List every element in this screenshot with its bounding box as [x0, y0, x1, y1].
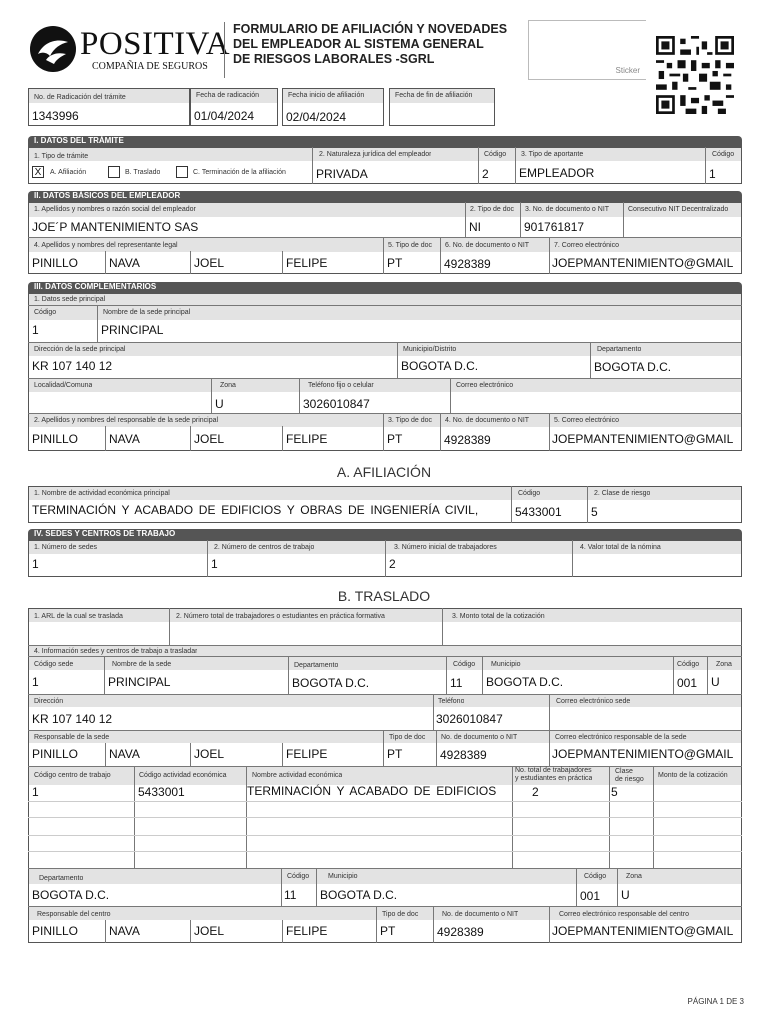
- cod-sede-label: Código sede: [34, 661, 74, 668]
- resp-doc-label: 4. No. de documento o NIT: [445, 417, 530, 424]
- actividad-label: 1. Nombre de actividad económica principal: [34, 490, 170, 497]
- form-title-line-3: DE RIESGOS LABORALES -SGRL: [233, 52, 435, 66]
- logo-emblem-icon: [28, 24, 78, 74]
- resp-email-label: 5. Correo electrónico: [554, 417, 619, 424]
- razon-social-value[interactable]: JOE´P MANTENIMIENTO SAS: [32, 220, 199, 234]
- clase-riesgo-label-2: de riesgo: [615, 776, 644, 783]
- bb-correo-label: Correo electrónico responsable del centro: [559, 911, 689, 918]
- bb-tipo-value[interactable]: PT: [380, 924, 396, 938]
- fecha-inicio-value[interactable]: 02/04/2024: [286, 110, 347, 124]
- num-centros-label: 2. Número de centros de trabajo: [214, 544, 315, 551]
- b-municipio-value[interactable]: BOGOTA D.C.: [486, 675, 564, 689]
- bb-tipo-label: Tipo de doc: [382, 911, 419, 918]
- aportante-codigo-label: Código: [712, 151, 735, 158]
- b-depto-cod-value[interactable]: 11: [450, 676, 463, 690]
- resp-apellido-2[interactable]: NAVA: [109, 432, 140, 446]
- opt-traslado-checkbox[interactable]: [108, 166, 120, 178]
- b-nombre-sede-value[interactable]: PRINCIPAL: [108, 675, 171, 689]
- datos-sede-label: 1. Datos sede principal: [34, 296, 106, 303]
- section-3-title: III. DATOS COMPLEMENTARIOS: [28, 282, 742, 293]
- bb-zona-value[interactable]: U: [621, 888, 630, 902]
- nombre-sede-label: Nombre de la sede: [112, 661, 172, 668]
- resp-email-value[interactable]: JOEPMANTENIMIENTO@GMAIL: [552, 432, 734, 446]
- b-cod-sede-value[interactable]: 1: [32, 675, 39, 689]
- traslado-title: B. TRASLADO: [337, 588, 431, 604]
- b-correo-resp-label: Correo electrónico responsable de la sede: [555, 734, 687, 741]
- b-telefono-value[interactable]: 3026010847: [436, 712, 503, 726]
- form-title: [233, 22, 523, 67]
- b-mun-cod-value[interactable]: 001: [677, 676, 698, 690]
- direccion-value[interactable]: KR 107 140 12: [32, 359, 113, 373]
- form-title-line-1: FORMULARIO DE AFILIACIÓN Y NOVEDADES: [233, 22, 508, 36]
- act-codigo-label: Código actividad económica: [139, 772, 227, 779]
- fecha-inicio-label: Fecha inicio de afiliación: [288, 92, 365, 99]
- rep-nombre-1[interactable]: JOEL: [194, 256, 225, 270]
- b-resp-nombre-1[interactable]: JOEL: [194, 747, 225, 761]
- localidad-label: Localidad/Comuna: [34, 382, 93, 389]
- total-trab-label: 2. Número total de trabajadores o estudiantes en práctica formativa: [176, 613, 385, 620]
- tipo-tramite-label: 1. Tipo de trámite: [34, 153, 89, 160]
- monto-cotizacion-label: Monto de la cotización: [658, 772, 728, 779]
- radicacion-value[interactable]: 1343996: [32, 109, 79, 123]
- actividad-value[interactable]: TERMINACIÓN Y ACABADO DE EDIFICIOS Y OBRAS DE INGENIERÍA CIVIL,: [32, 503, 479, 517]
- qr-code-icon: [656, 36, 734, 114]
- clase-riesgo-value[interactable]: 5: [591, 505, 598, 519]
- direccion-label: Dirección de la sede principal: [34, 346, 126, 353]
- tipo-doc-label: 2. Tipo de doc: [470, 206, 514, 213]
- b-mun-cod-header-label: Código: [677, 661, 700, 668]
- sticker-area: [528, 20, 646, 80]
- clase-riesgo-label: 2. Clase de riesgo: [594, 490, 651, 497]
- bb-depto-cod-value[interactable]: 11: [284, 888, 297, 902]
- bb-resp-apellido-2[interactable]: NAVA: [109, 924, 140, 938]
- rep-tipo-value[interactable]: PT: [387, 256, 403, 270]
- rep-apellido-1[interactable]: PINILLO: [32, 256, 79, 270]
- actividad-codigo-label: Código: [518, 490, 541, 497]
- resp-nombre-1[interactable]: JOEL: [194, 432, 225, 446]
- bb-codigo-label: Código: [287, 873, 310, 880]
- bb-municipio-label: Municipio: [328, 873, 358, 880]
- aportante-value[interactable]: EMPLEADOR: [519, 166, 595, 180]
- bb-mun-cod-value[interactable]: 001: [580, 889, 601, 903]
- monto-label: 3. Monto total de la cotización: [452, 613, 545, 620]
- b-zona-value[interactable]: U: [711, 675, 720, 689]
- telefono-value[interactable]: 3026010847: [303, 397, 370, 411]
- bb-zona-label: Zona: [626, 873, 642, 880]
- valor-nomina-label: 4. Valor total de la nómina: [580, 544, 661, 551]
- opt-afiliacion-checkbox[interactable]: X: [32, 166, 44, 178]
- rep-tipo-label: 5. Tipo de doc: [388, 242, 432, 249]
- departamento-value[interactable]: BOGOTA D.C.: [594, 360, 672, 374]
- sticker-label: Sticker: [615, 66, 640, 75]
- form-title-line-2: DEL EMPLEADOR AL SISTEMA GENERAL: [233, 37, 484, 51]
- b-resp-apellido-1[interactable]: PINILLO: [32, 747, 79, 761]
- aportante-codigo-value[interactable]: 1: [709, 167, 716, 181]
- b-depto-value[interactable]: BOGOTA D.C.: [292, 676, 370, 690]
- fecha-fin-label: Fecha de fin de afiliación: [395, 92, 473, 99]
- fecha-radicacion-value[interactable]: 01/04/2024: [194, 109, 255, 123]
- opt-terminacion-checkbox[interactable]: [176, 166, 188, 178]
- rep-legal-label: 4. Apellidos y nombres del representante legal: [34, 242, 178, 249]
- trab-label-1: No. total de trabajadores: [515, 767, 592, 774]
- trab-label-2: y estudiantes en práctica: [515, 775, 593, 782]
- b-doc-label: No. de documento o NIT: [441, 734, 518, 741]
- municipio-value[interactable]: BOGOTA D.C.: [401, 359, 479, 373]
- num-sedes-label: 1. Número de sedes: [34, 544, 98, 551]
- clase-value[interactable]: 5: [611, 785, 618, 799]
- sede-codigo-label: Código: [34, 309, 57, 316]
- rep-doc-value[interactable]: 4928389: [444, 257, 491, 271]
- bb-depto-label: Departamento: [39, 875, 84, 882]
- zona-label: Zona: [220, 382, 236, 389]
- section-2-title: II. DATOS BÁSICOS DEL EMPLEADOR: [28, 191, 742, 202]
- rep-email-value[interactable]: JOEPMANTENIMIENTO@GMAIL: [552, 256, 734, 270]
- num-trabajadores-label: 3. Número inicial de trabajadores: [394, 544, 497, 551]
- b-resp-apellido-2[interactable]: NAVA: [109, 747, 140, 761]
- rep-email-label: 7. Correo electrónico: [554, 242, 619, 249]
- resp-nombre-2[interactable]: FELIPE: [286, 432, 328, 446]
- nit-label: 3. No. de documento o NIT: [525, 206, 610, 213]
- b-resp-tipo-value[interactable]: PT: [387, 747, 403, 761]
- section-1-title: I. DATOS DEL TRÁMITE: [28, 136, 742, 147]
- b-depto-cod-header-label: Código: [453, 661, 476, 668]
- logo-subtitle: COMPAÑIA DE SEGUROS: [92, 61, 208, 72]
- centro-value[interactable]: 1: [32, 785, 39, 799]
- tipo-doc-value[interactable]: NI: [469, 220, 481, 234]
- b-zona-header-label: Zona: [716, 661, 732, 668]
- fecha-radicacion-label: Fecha de radicación: [196, 92, 260, 99]
- departamento-label: Departamento: [597, 346, 642, 353]
- page-number: PÁGINA 1 DE 3: [687, 997, 744, 1006]
- clase-riesgo-label-1: Clase: [615, 768, 633, 775]
- radicacion-label: No. de Radicación del trámite: [34, 94, 126, 101]
- resp-doc-value[interactable]: 4928389: [444, 433, 491, 447]
- nit-value[interactable]: 901761817: [524, 220, 585, 234]
- info-sedes-label: 4. Información sedes y centros de trabajo a trasladar: [34, 648, 198, 655]
- b-resp-sede-label: Responsable de la sede: [34, 734, 110, 741]
- act-nombre-value[interactable]: TERMINACIÓN Y ACABADO DE EDIFICIOS: [247, 784, 497, 798]
- centro-trabajo-label: Código centro de trabajo: [34, 772, 111, 779]
- bb-municipio-value[interactable]: BOGOTA D.C.: [320, 888, 398, 902]
- trab-value[interactable]: 2: [532, 785, 539, 799]
- opt-afiliacion-label: A. Afiliación: [50, 169, 87, 176]
- b-municipio-header-label: Municipio: [491, 661, 521, 668]
- b-direccion-value[interactable]: KR 107 140 12: [32, 712, 113, 726]
- num-centros-value[interactable]: 1: [211, 557, 218, 571]
- telefono-label: Teléfono fijo o celular: [308, 382, 374, 389]
- razon-social-label: 1. Apellidos y nombres o razón social del empleador: [34, 206, 196, 213]
- sede-codigo-value[interactable]: 1: [32, 323, 39, 337]
- bb-doc-label: No. de documento o NIT: [442, 911, 519, 918]
- rep-nombre-2[interactable]: FELIPE: [286, 256, 328, 270]
- naturaleza-value[interactable]: PRIVADA: [316, 167, 368, 181]
- naturaleza-label: 2. Naturaleza jurídica del empleador: [319, 151, 432, 158]
- bb-email-value[interactable]: JOEPMANTENIMIENTO@GMAIL: [552, 924, 734, 938]
- naturaleza-codigo-value[interactable]: 2: [482, 167, 489, 181]
- b-resp-nombre-2[interactable]: FELIPE: [286, 747, 328, 761]
- sede-nombre-value[interactable]: PRINCIPAL: [101, 323, 164, 337]
- b-tipo-doc-label: Tipo de doc: [389, 734, 426, 741]
- resp-tipo-label: 3. Tipo de doc: [388, 417, 432, 424]
- act-nombre-label: Nombre actividad económica: [252, 772, 343, 779]
- b-depto-header-label: Departamento: [294, 662, 339, 669]
- rep-apellido-2[interactable]: NAVA: [109, 256, 140, 270]
- bb-doc-value[interactable]: 4928389: [437, 925, 484, 939]
- section-4-title: IV. SEDES Y CENTROS DE TRABAJO: [28, 529, 742, 540]
- bb-codigo2-label: Código: [584, 873, 607, 880]
- opt-terminacion-label: C. Terminación de la afiliación: [193, 169, 286, 176]
- sede-nombre-label: Nombre de la sede principal: [103, 309, 191, 316]
- act-codigo-value[interactable]: 5433001: [138, 785, 185, 799]
- correo-label: Correo electrónico: [456, 382, 514, 389]
- bb-resp-apellido-1[interactable]: PINILLO: [32, 924, 79, 938]
- municipio-label: Municipio/Distrito: [403, 346, 457, 353]
- bb-depto-value[interactable]: BOGOTA D.C.: [32, 888, 110, 902]
- resp-tipo-value[interactable]: PT: [387, 432, 403, 446]
- b-direccion-label: Dirección: [34, 698, 64, 705]
- bb-resp-nombre-2[interactable]: FELIPE: [286, 924, 328, 938]
- bb-resp-nombre-1[interactable]: JOEL: [194, 924, 225, 938]
- aportante-label: 3. Tipo de aportante: [521, 151, 584, 158]
- b-correo-sede-label: Correo electrónico sede: [556, 698, 631, 705]
- naturaleza-codigo-label: Código: [484, 151, 507, 158]
- consecutivo-label: Consecutivo NIT Decentralizado: [628, 206, 729, 213]
- afiliacion-title: A. AFILIACIÓN: [336, 464, 432, 480]
- bb-resp-label: Responsable del centro: [37, 911, 111, 918]
- b-telefono-label: Teléfono: [438, 698, 465, 705]
- num-trabajadores-value[interactable]: 2: [389, 557, 396, 571]
- resp-sede-label: 2. Apellidos y nombres del responsable de la sede principal: [34, 417, 219, 424]
- logo-wordmark: POSITIVA: [80, 26, 231, 62]
- arl-label: 1. ARL de la cual se traslada: [34, 613, 123, 620]
- actividad-codigo-value[interactable]: 5433001: [515, 505, 562, 519]
- positiva-logo: [28, 22, 231, 80]
- b-resp-doc-value[interactable]: 4928389: [440, 748, 487, 762]
- b-resp-email-value[interactable]: JOEPMANTENIMIENTO@GMAIL: [552, 747, 734, 761]
- zona-value[interactable]: U: [215, 397, 224, 411]
- rep-doc-label: 6. No. de documento o NIT: [445, 242, 530, 249]
- resp-apellido-1[interactable]: PINILLO: [32, 432, 79, 446]
- opt-traslado-label: B. Traslado: [125, 169, 161, 176]
- num-sedes-value[interactable]: 1: [32, 557, 39, 571]
